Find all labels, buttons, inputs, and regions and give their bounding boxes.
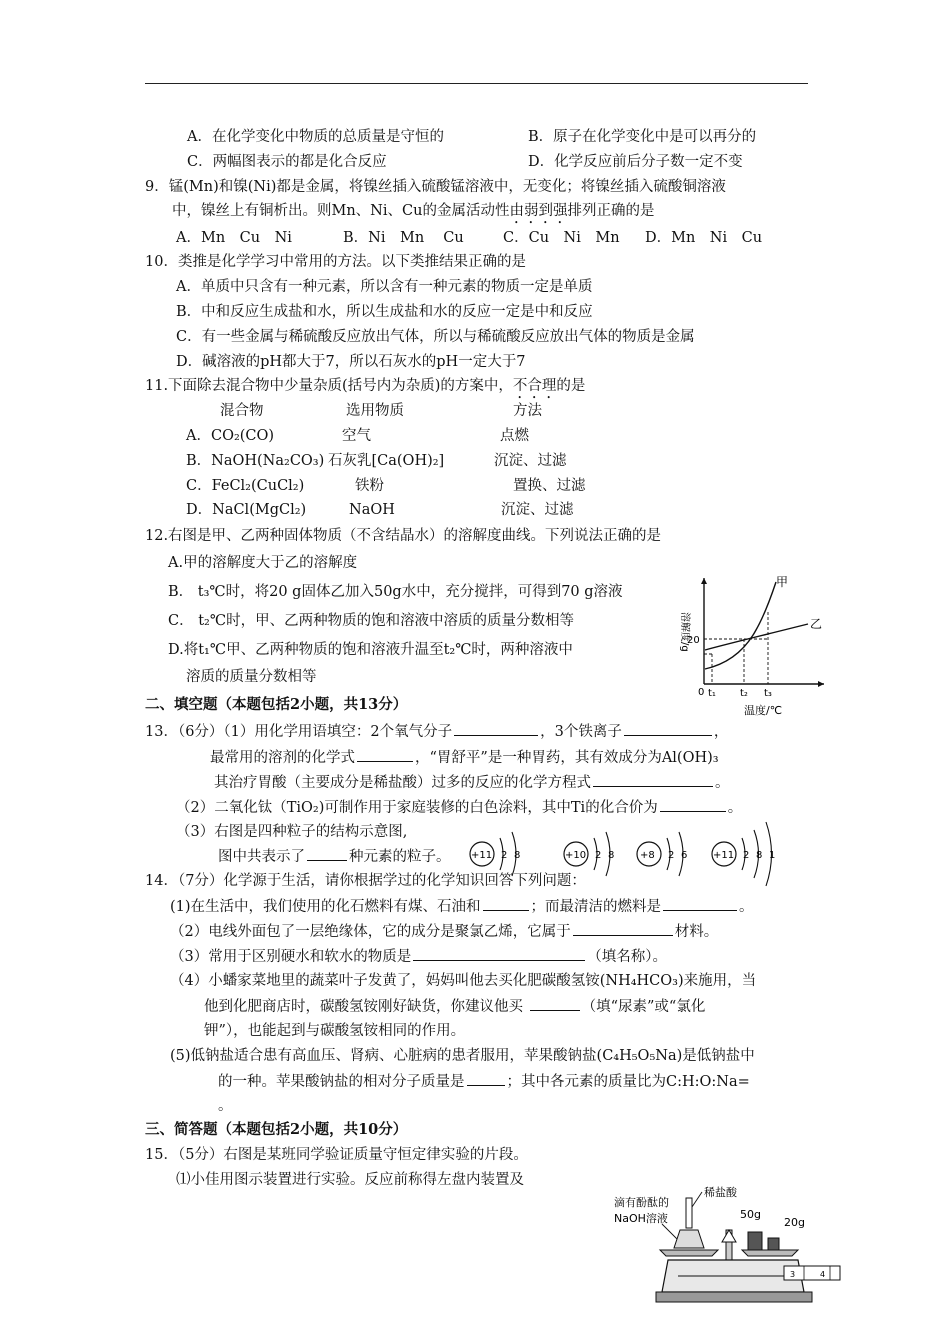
q13-l1-end: ， (713, 724, 729, 740)
particle-4-shell-1-count: 2 (743, 850, 750, 861)
weight-50-label: 50g (740, 1208, 761, 1221)
q13-l6-pre: 图中共表示了 (218, 849, 305, 865)
q14-part5-line1: (5)低钠盐适合患有高血压、肾病、心脏病的患者服用，苹果酸钠盐(C₄H₅O₅Na)是低钠盐中 (170, 1048, 755, 1064)
q10-option-b: B．中和反应生成盐和水，所以生成盐和水的反应一定是中和反应 (176, 304, 593, 320)
q9-option-d: D．Mn Ni Cu (645, 230, 763, 246)
weight-50g (748, 1232, 762, 1250)
q12-option-d-line1: D.将t₁℃甲、乙两种物质的饱和溶液升温至t₂℃时，两种溶液中 (168, 642, 573, 658)
particle-1 (470, 832, 520, 876)
label-naoh-1: 滴有酚酞的 (614, 1196, 669, 1209)
answer-blank-fertilizer[interactable] (530, 996, 580, 1011)
answer-blank-element-count[interactable] (307, 846, 347, 861)
q11-row-c-mixture: C．FeCl₂(CuCl₂) (186, 478, 305, 494)
scale-4: 4 (820, 1270, 826, 1279)
q13-l2-pre: 最常用的溶剂的化学式 (210, 750, 355, 766)
q13-l1-pre: 13．（6分）（1）用化学用语填空：2个氧气分子 (145, 724, 453, 740)
answer-blank-fossil-fuel[interactable] (483, 896, 529, 911)
q13-line2 (210, 747, 719, 768)
q12-option-c: C． t₂℃时，甲、乙两种物质的饱和溶液中溶质的质量分数相等 (168, 613, 575, 629)
answer-blank-material-type[interactable] (573, 921, 673, 936)
y-axis-arrow (701, 578, 707, 584)
curve-yi-label: 乙 (810, 617, 823, 631)
header-rule (145, 83, 808, 84)
q14-p3-post: （填名称）。 (587, 949, 667, 965)
label-hcl: 稀盐酸 (704, 1186, 737, 1199)
q14-p5-l2-post: ；其中各元素的质量比为C:H:O:Na= (506, 1074, 750, 1090)
q9-option-c: C．Cu Ni Mn (503, 230, 620, 246)
q11-row-a-method: 点燃 (500, 428, 529, 444)
q10-option-a: A．单质中只含有一种元素，所以含有一种元素的物质一定是单质 (176, 279, 593, 295)
particle-1-shell-1-count: 2 (501, 850, 508, 861)
x-axis-arrow (818, 681, 824, 687)
q14-p1-mid: ；而最清洁的燃料是 (530, 899, 662, 915)
q14-part2 (170, 921, 718, 942)
q11-row-c-method: 置换、过滤 (513, 478, 586, 494)
curve-jia (705, 582, 776, 669)
q11-row-c-reagent: 铁粉 (355, 478, 384, 494)
balance-base (656, 1292, 812, 1302)
t3-label: t₃ (764, 688, 772, 699)
q8-option-c: C．两幅图表示的都是化合反应 (187, 154, 387, 170)
section-2-title: 二、填空题（本题包括2小题，共13分） (145, 696, 408, 713)
q9-line2-emphasis: 由弱到强 (509, 203, 568, 219)
q15-stem: 15．（5分）右图是某班同学验证质量守恒定律实验的片段。 (145, 1147, 528, 1163)
q14-part4-line3: 钾”），也能起到与碳酸氢铵相同的作用。 (204, 1023, 466, 1039)
particle-4-charge: +11 (713, 850, 735, 861)
q8-option-a: A．在化学变化中物质的总质量是守恒的 (187, 129, 444, 145)
q9-option-a: A．Mn Cu Ni (176, 230, 292, 246)
q14-part5-line2 (218, 1071, 750, 1092)
particle-3-shell-1-count: 2 (668, 850, 675, 861)
answer-blank-solvent[interactable] (357, 747, 413, 762)
dropper (686, 1198, 692, 1228)
q14-p5-l2-pre: 的一种。苹果酸钠盐的相对分子质量是 (218, 1074, 465, 1090)
q13-l6-post: 种元素的粒子。 (349, 849, 451, 865)
q13-l4-pre: （2）二氧化钛（TiO₂)可制作用于家庭装修的白色涂料，其中Ti的化合价为 (176, 800, 658, 816)
particle-3-charge: +8 (640, 850, 655, 861)
q9-stem-line2 (172, 201, 654, 227)
particle-2-charge: +10 (565, 850, 587, 861)
particle-2-shell-1-count: 2 (595, 850, 602, 861)
q11-stem (145, 376, 585, 402)
q9-line2-pre: 中，镍丝上有铜析出。则Mn、Ni、Cu的金属活动性 (172, 203, 510, 219)
q14-part1 (170, 896, 754, 917)
left-pan (660, 1250, 718, 1256)
q11-header-mixture: 混合物 (220, 403, 264, 419)
y-axis-label: 溶解度/g (679, 612, 690, 652)
q13-line3 (214, 772, 730, 793)
q11-row-d-reagent: NaOH (349, 502, 395, 518)
q13-l4-end: 。 (727, 800, 743, 816)
answer-blank-equation[interactable] (593, 772, 713, 787)
q8-option-b: B．原子在化学变化中是可以再分的 (528, 129, 757, 145)
right-pan (742, 1250, 798, 1256)
particle-1-charge: +11 (471, 850, 493, 861)
q15-part1: ⑴小佳用图示装置进行实验。反应前称得左盘内装置及 (176, 1172, 524, 1188)
q9-line2-post: 排列正确的是 (567, 203, 655, 219)
q14-part4-line1: （4）小蟠家菜地里的蔬菜叶子发黄了，妈妈叫他去买化肥碳酸氢铵(NH₄HCO₃)来施用，当 (170, 973, 757, 989)
q10-option-c: C．有一些金属与稀硫酸反应放出气体，所以与稀硫酸反应放出气体的物质是金属 (176, 329, 695, 345)
answer-blank-water-test[interactable] (413, 946, 585, 961)
answer-blank-iron-ions[interactable] (624, 721, 712, 736)
answer-blank-cleanest-fuel[interactable] (663, 896, 737, 911)
origin-label: 0 (698, 687, 705, 698)
particle-4 (712, 822, 775, 886)
curve-jia-label: 甲 (776, 575, 789, 589)
flask (674, 1230, 704, 1248)
q13-l3-end: 。 (715, 775, 730, 791)
q12-stem: 12.右图是甲、乙两种固体物质（不含结晶水）的溶解度曲线。下列说法正确的是 (145, 528, 662, 544)
y-tick-20: 20 (687, 635, 700, 646)
q10-option-d: D．碱溶液的pH都大于7，所以石灰水的pH一定大于7 (176, 354, 526, 370)
scale-3: 3 (790, 1270, 796, 1279)
q14-part3 (170, 946, 667, 967)
q13-line5: （3）右图是四种粒子的结构示意图, (176, 824, 408, 840)
particle-2 (564, 832, 614, 876)
q12-option-a: A.甲的溶解度大于乙的溶解度 (168, 555, 358, 571)
t1-label: t₁ (708, 688, 716, 699)
balance-apparatus-figure (608, 1180, 844, 1332)
q13-line4 (176, 797, 742, 818)
q12-option-d-line2: 溶质的质量分数相等 (186, 669, 317, 685)
answer-blank-ti-valence[interactable] (660, 797, 726, 812)
q12-option-b: B． t₃℃时，将20 g固体乙加入50g水中，充分搅拌，可得到70 g溶液 (168, 584, 623, 600)
q13-l1-mid: ，3个铁离子 (540, 724, 622, 740)
q13-l3-pre: 其治疗胃酸（主要成分是稀盐酸）过多的反应的化学方程式 (214, 775, 591, 791)
q14-p1-pre: (1)在生活中，我们使用的化石燃料有煤、石油和 (170, 899, 481, 915)
particle-3 (637, 832, 687, 876)
q14-p1-end: 。 (739, 899, 754, 915)
q14-stem: 14．（7分）化学源于生活，请你根据学过的化学知识回答下列问题： (145, 873, 586, 889)
q8-option-d: D．化学反应前后分子数一定不变 (528, 154, 743, 170)
q11-header-method: 方法 (513, 403, 542, 419)
q14-p2-pre: （2）电线外面包了一层绝缘体，它的成分是聚氯乙烯，它属于 (170, 924, 571, 940)
answer-blank-molecular-mass[interactable] (467, 1071, 505, 1086)
q13-line6 (218, 846, 451, 867)
q14-p3-pre: （3）常用于区别硬水和软水的物质是 (170, 949, 412, 965)
particle-4-shell-2-count: 8 (756, 850, 763, 861)
particle-4-shell-3-count: 1 (769, 850, 776, 861)
q11-stem-pre: 11.下面除去混合物中少量杂质(括号内为杂质)的方案中， (145, 378, 513, 394)
q11-stem-post: 的是 (556, 378, 586, 394)
q9-option-b: B．Ni Mn Cu (343, 230, 464, 246)
x-axis-label: 温度/℃ (744, 704, 783, 717)
q11-stem-emphasis: 不合理 (512, 378, 557, 394)
q9-stem-line1: 9．锰(Mn)和镍(Ni)都是金属，将镍丝插入硫酸锰溶液中，无变化；将镍丝插入硫酸铜溶液 (145, 179, 726, 195)
q11-row-b-mixture: B．NaOH(Na₂CO₃) (186, 453, 325, 469)
q14-p4-l2-pre: 他到化肥商店时，碳酸氢铵刚好缺货，你建议他买 (204, 999, 528, 1015)
q14-p4-l2-post: （填“尿素”或“氯化 (581, 999, 706, 1015)
particle-3-shell-2-count: 6 (681, 850, 688, 861)
q11-row-b-method: 沉淀、过滤 (494, 453, 567, 469)
weight-20g (768, 1238, 779, 1250)
q13-l2-post: ，“胃舒平”是一种胃药，其有效成分为Al(OH)₃ (415, 750, 719, 766)
particle-1-shell-2-count: 8 (514, 850, 521, 861)
particle-2-shell-2-count: 8 (608, 850, 615, 861)
solubility-curve-figure (672, 572, 830, 720)
balance-pointer (722, 1230, 736, 1242)
q11-row-d-method: 沉淀、过滤 (501, 502, 574, 518)
section-3-title: 三、简答题（本题包括2小题，共10分） (145, 1121, 408, 1138)
label-naoh-2: NaOH溶液 (614, 1212, 668, 1225)
q14-p2-post: 材料。 (674, 924, 719, 940)
q14-part5-line3: 。 (218, 1098, 233, 1114)
q11-row-a-mixture: A．CO₂(CO) (186, 428, 275, 444)
q11-header-reagent: 选用物质 (346, 403, 404, 419)
q13-line1 (145, 721, 728, 742)
t2-label: t₂ (740, 688, 748, 699)
q11-row-b-reagent: 石灰乳[Ca(OH)₂] (328, 453, 445, 469)
q10-stem: 10．类推是化学学习中常用的方法。以下类推结果正确的是 (145, 254, 526, 270)
answer-blank-oxygen-molecules[interactable] (454, 721, 538, 736)
weight-20-label: 20g (784, 1216, 805, 1229)
q14-part4-line2 (204, 996, 705, 1017)
q11-row-d-mixture: D．NaCl(MgCl₂) (186, 502, 307, 518)
q11-row-a-reagent: 空气 (342, 428, 371, 444)
